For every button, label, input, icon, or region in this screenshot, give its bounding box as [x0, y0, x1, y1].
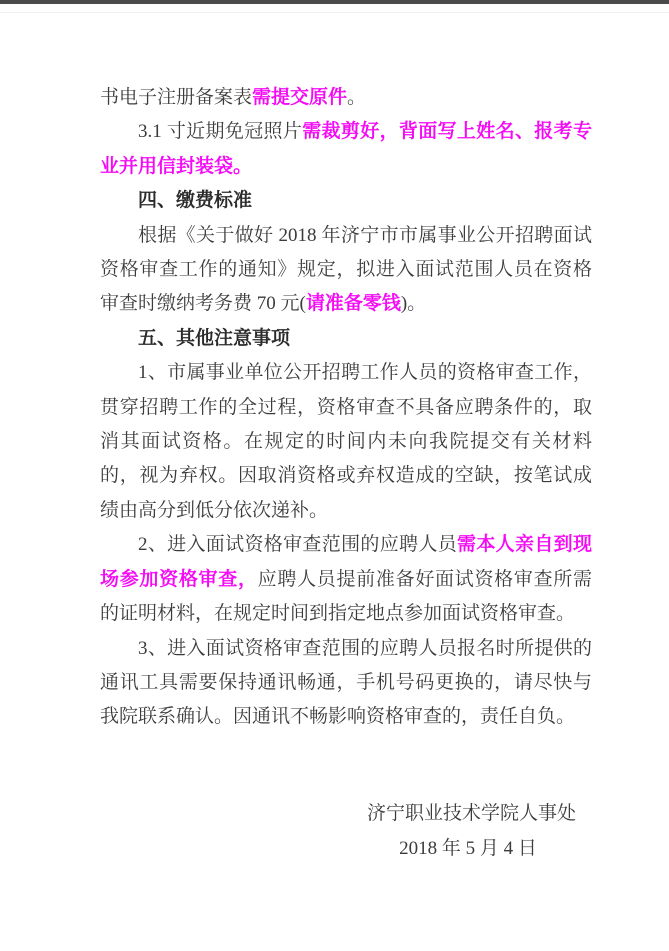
document-body — [100, 81, 592, 735]
top-faint-divider — [0, 12, 669, 13]
section-heading — [100, 322, 592, 356]
text-run: )。 — [400, 293, 427, 315]
section-heading — [100, 184, 592, 218]
paragraph — [100, 632, 592, 735]
paragraph — [100, 115, 592, 184]
date: 2018 年 5 月 4 日 — [399, 838, 537, 859]
text-run: 。 — [347, 87, 367, 108]
top-border — [0, 0, 669, 4]
text-run: 3、进入面试资格审查范围的应聘人员报名时所提供的通讯工具需要保持通讯畅通，手机号码更换的，请尽快与我院联系确认。因通讯不畅影响资格审查的，责任自负。 — [100, 637, 592, 728]
signature: 济宁职业技术学院人事处 — [367, 803, 577, 824]
text-run: 3.1 寸近期免冠照片 — [138, 121, 303, 143]
text-run: 五、其他注意事项 — [138, 327, 291, 349]
text-run: 2、进入面试资格审查范围的应聘人员 — [138, 534, 458, 556]
text-run: 应聘人员提前准备好面试资格审查所需的证明材料，在规定时间到指定地点参加面试资格审查。 — [100, 568, 592, 625]
text-run: 1、市属事业单位公开招聘工作人员的资格审查工作，贯穿招聘工作的全过程，资格审查不具备应聘条件的，取消其面试资格。在规定的时间内未向我院提交有关材料的，视为弃权。因取消资格或弃权造成的空缺，按笔试成绩由高分到低分依次递补。 — [100, 362, 592, 521]
paragraph — [100, 81, 592, 115]
highlighted-text: 需裁剪好，背面写上姓名、报考专业并用信封装袋。 — [100, 121, 592, 177]
text-run: 书电子注册备案表 — [100, 87, 253, 108]
signature-block — [367, 796, 577, 866]
text-run: 四、缴费标准 — [138, 190, 253, 212]
highlighted-text: 请准备零钱 — [305, 293, 401, 315]
text-run: 根据《关于做好 2018 年济宁市市属事业公开招聘面试资格审查工作的通知》规定，拟进入面试范围人员在资格审查时缴纳考务费 70 元( — [100, 224, 592, 315]
paragraph — [100, 356, 592, 528]
paragraph — [100, 528, 592, 631]
paragraph — [100, 219, 592, 322]
highlighted-text: 需本人亲自到现场参加资格审查， — [100, 534, 592, 590]
highlighted-text: 需提交原件 — [252, 87, 348, 108]
